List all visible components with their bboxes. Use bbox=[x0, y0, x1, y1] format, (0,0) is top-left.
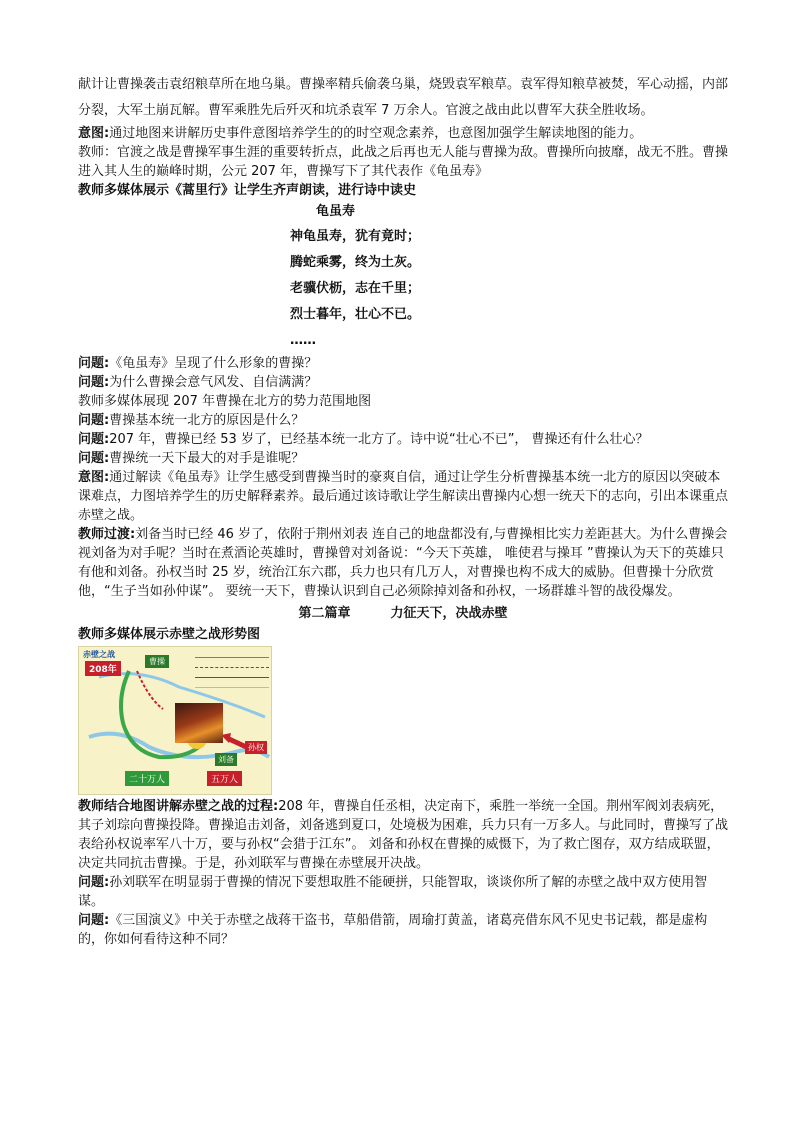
question-label: 问题: bbox=[78, 451, 110, 466]
question-text: 孙刘联军在明显弱于曹操的情况下要想取胜不能硬拼，只能智取，谈谈你所了解的赤壁之战中双方使用智谋。 bbox=[78, 875, 708, 909]
map-legend bbox=[195, 651, 269, 688]
chapter-number: 第二篇章 bbox=[298, 606, 351, 621]
map-army-cao-tag: 二十万人 bbox=[125, 771, 169, 786]
question-text: 《龟虽寿》呈现了什么形象的曹操？ bbox=[109, 356, 318, 371]
question-text: 曹操统一天下最大的对手是谁呢？ bbox=[109, 451, 305, 466]
poem-line: 腾蛇乘雾，终为土灰。 bbox=[290, 255, 421, 270]
paragraph-teacher-transition bbox=[78, 525, 728, 601]
question-label: 问题: bbox=[78, 413, 110, 428]
question-1 bbox=[78, 354, 728, 373]
battle-fire-image bbox=[175, 703, 223, 743]
paragraph-intent-map bbox=[78, 124, 728, 143]
intent-text: 通过解读《龟虽寿》让学生感受到曹操当时的豪爽自信，通过让学生分析曹操基本统一北方的原因以突破本课难点，力图培养学生的历史解释素养。最后通过该诗歌让学生解读出曹操内心想一统天下的志向，引出本课重点赤壁之战。 bbox=[78, 470, 729, 523]
question-text: 207 年，曹操已经 53 岁了，已经基本统一北方了。诗中说“壮心不已”， 曹操还有什么壮心？ bbox=[109, 432, 649, 447]
question-romance bbox=[78, 911, 728, 949]
question-label: 问题: bbox=[78, 913, 110, 928]
map-sun-tag: 孙权 bbox=[245, 741, 267, 754]
chapter-heading bbox=[78, 603, 728, 625]
chapter-title: 力征天下，决战赤壁 bbox=[390, 606, 508, 621]
map-liu-tag: 刘备 bbox=[215, 753, 237, 766]
process-text: 208 年，曹操自任丞相，决定南下，乘胜一举统一全国。荆州军阀刘表病死，其子刘琮向曹操投降。曹操追击刘备，刘备逃到夏口，处境极为困难，兵力只有一万多人。与此同时，曹操写了战表给孙权说率军八十万，要与孙权“会猎于江东”。 刘备和孙权在曹操的威慑下，为了救亡图存，双方结成联盟，决定共同抗击曹操。于是，孙刘联军与曹操在赤壁展开决战。 bbox=[78, 799, 729, 871]
poem-line: 烈士暮年，壮心不已。 bbox=[290, 307, 421, 322]
chibi-battle-map bbox=[78, 646, 272, 795]
paragraph-multimedia-poem: 教师多媒体展示《蒿里行》让学生齐声朗读，进行诗中读史 bbox=[78, 183, 417, 198]
intent-label: 意图: bbox=[78, 126, 110, 141]
paragraph-guandu-outcome: 献计让曹操袭击袁绍粮草所在地乌巢。曹操率精兵偷袭乌巢，烧毁袁军粮草。袁军得知粮草被焚，军心动摇，内部分裂，大军土崩瓦解。曹军乘胜先后歼灭和坑杀袁军 7 万余人。官渡之战由此以曹军大获全胜收场。 bbox=[78, 77, 729, 118]
question-text: 《三国演义》中关于赤壁之战蒋干盗书，草船借箭，周瑜打黄盖，诸葛亮借东风不见史书记载，都是虚构的，你如何看待这种不同？ bbox=[78, 913, 708, 947]
question-2 bbox=[78, 373, 728, 392]
question-label: 问题: bbox=[78, 432, 110, 447]
document-page bbox=[78, 72, 728, 949]
paragraph-territory-map: 教师多媒体展现 207 年曹操在北方的势力范围地图 bbox=[78, 394, 372, 409]
intent-text: 通过地图来讲解历史事件意图培养学生的的时空观念素养，也意图加强学生解读地图的能力。 bbox=[109, 126, 643, 141]
question-6 bbox=[78, 449, 728, 468]
question-label: 问题: bbox=[78, 875, 110, 890]
poem-block bbox=[78, 200, 728, 354]
question-4 bbox=[78, 411, 728, 430]
question-text: 曹操基本统一北方的原因是什么？ bbox=[109, 413, 305, 428]
transition-text: 刘备当时已经 46 岁了，依附于荆州刘表 连自己的地盘都没有,与曹操相比实力差距甚大。为什么曹操会视刘备为对手呢？当时在煮酒论英雄时，曹操曾对刘备说：“今天下英雄， 唯使君与操耳 ”曹操认为天下的英雄只有他和刘备。孙权当时 25 岁，统治江东六郡，兵力也只有几万人，对曹操也构不成大的威胁。但曹操十分欣赏他，“生子当如孙仲谋”。 要统一天下，曹操认识到自己必须除掉刘备和孙权，一场群雄斗智的战役爆发。 bbox=[78, 527, 728, 599]
poem-line: 老骥伏枥，志在千里； bbox=[290, 281, 421, 296]
poem-ellipsis: …… bbox=[290, 333, 316, 348]
question-strategy bbox=[78, 873, 728, 911]
question-label: 问题: bbox=[78, 375, 110, 390]
question-text: 为什么曹操会意气风发、自信满满？ bbox=[109, 375, 318, 390]
paragraph-map-caption: 教师多媒体展示赤壁之战形势图 bbox=[78, 627, 261, 642]
poem-title: 龟虽寿 bbox=[316, 204, 356, 219]
map-title: 赤壁之战 bbox=[83, 650, 115, 659]
paragraph-intent-poem bbox=[78, 468, 728, 525]
map-cao-tag: 曹操 bbox=[145, 655, 169, 668]
paragraph-teacher-guandu: 教师：官渡之战是曹操军事生涯的重要转折点，此战之后再也无人能与曹操为敌。曹操所向披靡，战无不胜。曹操进入其人生的巅峰时期，公元 207 年，曹操写下了其代表作《龟虽寿》 bbox=[78, 145, 729, 179]
paragraph-battle-process bbox=[78, 797, 728, 873]
map-army-allies-tag: 五万人 bbox=[207, 771, 242, 786]
poem-line: 神龟虽寿，犹有竟时； bbox=[290, 229, 421, 244]
intent-label: 意图: bbox=[78, 470, 110, 485]
map-year-tag: 208年 bbox=[85, 661, 121, 676]
question-label: 问题: bbox=[78, 356, 110, 371]
question-5 bbox=[78, 430, 728, 449]
transition-label: 教师过渡: bbox=[78, 527, 136, 542]
process-label: 教师结合地图讲解赤壁之战的过程: bbox=[78, 799, 279, 814]
